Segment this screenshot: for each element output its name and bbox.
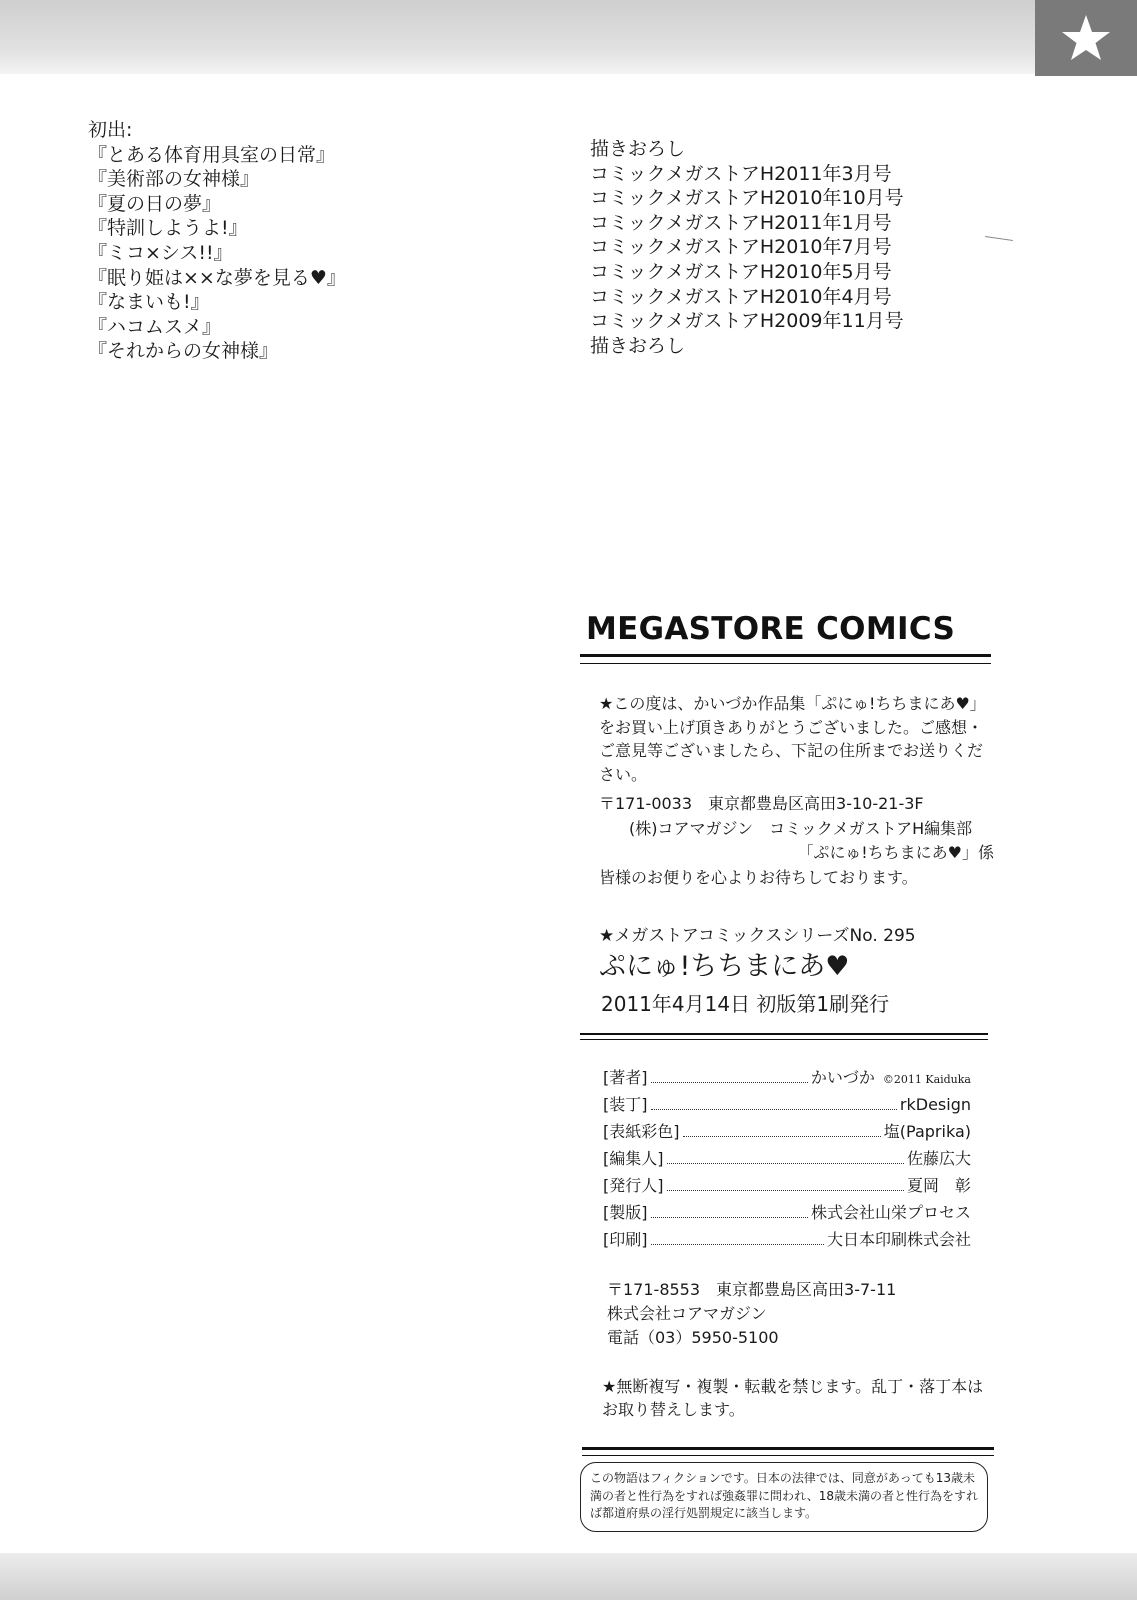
credit-name: 株式会社山栄プロセス <box>810 1203 971 1222</box>
story-source: 描きおろし <box>590 334 686 357</box>
feedback-address <box>599 792 994 890</box>
corner-star-tab <box>1035 0 1137 76</box>
credit-row-design <box>603 1092 971 1119</box>
credit-row-editor <box>603 1146 971 1173</box>
credit-name: rkDesign <box>899 1095 971 1114</box>
story-source: コミックメガストアH2010年5月号 <box>590 260 892 283</box>
credit-role: [編集人] <box>603 1149 664 1168</box>
leader-dots <box>651 1244 824 1245</box>
leader-dots <box>651 1217 808 1218</box>
leader-dots <box>651 1109 897 1110</box>
credit-name: 佐藤広大 <box>906 1149 971 1168</box>
story-title: 『眠り姫は××な夢を見る♥』 <box>88 266 346 289</box>
credit-name: 大日本印刷株式会社 <box>826 1230 971 1249</box>
book-title: ぷにゅ!ちちまにあ♥ <box>599 951 850 982</box>
story-title: 『特訓しようよ!』 <box>88 217 248 240</box>
story-source: 描きおろし <box>590 138 686 160</box>
publish-date: 2011年4月14日 初版第1刷発行 <box>601 992 890 1016</box>
story-title: 『なまいも!』 <box>88 291 210 314</box>
story-source: コミックメガストアH2011年3月号 <box>590 162 892 185</box>
brand-logo: MEGASTORE COMICS <box>586 611 956 647</box>
scan-mark <box>985 236 1013 241</box>
address-postal-line: 〒171-0033 東京都豊島区高田3-10-21-3F <box>599 794 924 813</box>
copy-prohibition-notice: ★無断複写・複製・転載を禁じます。乱丁・落丁本はお取り替えします。 <box>602 1377 984 1419</box>
thank-you-notice: ★この度は、かいづか作品集「ぷにゅ!ちちまにあ♥」をお買い上げ頂きありがとうございました。ご感想・ご意見等ございましたら、下記の住所までお送りください。 <box>599 694 986 784</box>
credit-row-platemaking <box>603 1200 971 1227</box>
address-attn-line: 「ぷにゅ!ちちまにあ♥」係 <box>797 843 994 862</box>
leader-dots <box>651 1082 808 1083</box>
credit-name: かいづか <box>810 1068 875 1087</box>
story-source: コミックメガストアH2010年7月号 <box>590 236 892 259</box>
first-appearance-titles <box>88 118 346 364</box>
credits-list <box>603 1065 971 1254</box>
leader-dots <box>667 1163 904 1164</box>
story-title: 『それからの女神様』 <box>88 340 279 363</box>
story-source: コミックメガストアH2010年4月号 <box>590 285 892 308</box>
credit-row-cover-color <box>603 1119 971 1146</box>
leader-dots <box>683 1136 881 1137</box>
series-number: ★メガストアコミックスシリーズNo. 295 <box>599 926 916 946</box>
fiction-disclaimer: この物語はフィクションです。日本の法律では、同意があっても13歳未満の者と性行為をすれば強姦罪に問われ、18歳未満の者と性行為をすれば都道府県の淫行処罰規定に該当します。 <box>580 1462 988 1532</box>
story-title: 『美術部の女神様』 <box>88 168 260 191</box>
credit-role: [著者] <box>603 1068 648 1087</box>
credit-role: [印刷] <box>603 1230 648 1249</box>
story-source: コミックメガストアH2011年1月号 <box>590 211 892 234</box>
publisher-phone: 電話（03）5950-5100 <box>607 1328 779 1347</box>
story-title: 『ハコムスメ』 <box>88 315 222 338</box>
credit-role: [表紙彩色] <box>603 1122 680 1141</box>
bottom-divider <box>582 1447 994 1456</box>
credit-role: [製版] <box>603 1203 648 1222</box>
story-source: コミックメガストアH2009年11月号 <box>590 310 904 333</box>
story-title: 『とある体育用具室の日常』 <box>88 143 336 166</box>
credit-name: 夏岡 彰 <box>906 1176 971 1195</box>
story-source: コミックメガストアH2010年10月号 <box>590 187 904 210</box>
credit-name: 塩(Paprika) <box>883 1122 971 1141</box>
credit-role: [発行人] <box>603 1176 664 1195</box>
credits-divider <box>580 1033 988 1040</box>
address-dept-line: (株)コアマガジン コミックメガストアH編集部 <box>629 818 973 838</box>
brand-divider <box>580 654 991 664</box>
credit-row-printing <box>603 1227 971 1254</box>
credit-row-publisher <box>603 1173 971 1200</box>
publisher-info <box>607 1278 896 1350</box>
first-appearance-sources <box>590 137 904 358</box>
credit-copyright: ©2011 Kaiduka <box>882 1073 971 1086</box>
bottom-gray-band <box>0 1553 1137 1600</box>
story-title: 『ミコ×シス!!』 <box>88 241 233 264</box>
publisher-postal-line: 〒171-8553 東京都豊島区高田3-7-11 <box>607 1280 897 1299</box>
story-title: 『夏の日の夢』 <box>88 192 222 215</box>
credit-role: [装丁] <box>603 1095 648 1114</box>
address-closing: 皆様のお便りを心よりお待ちしております。 <box>599 867 918 887</box>
first-appearance-heading: 初出: <box>88 119 133 141</box>
credit-row-author <box>603 1065 971 1092</box>
leader-dots <box>667 1190 904 1191</box>
top-gray-band <box>0 0 1137 74</box>
publisher-company: 株式会社コアマガジン <box>607 1304 767 1323</box>
star-icon <box>1060 13 1112 63</box>
